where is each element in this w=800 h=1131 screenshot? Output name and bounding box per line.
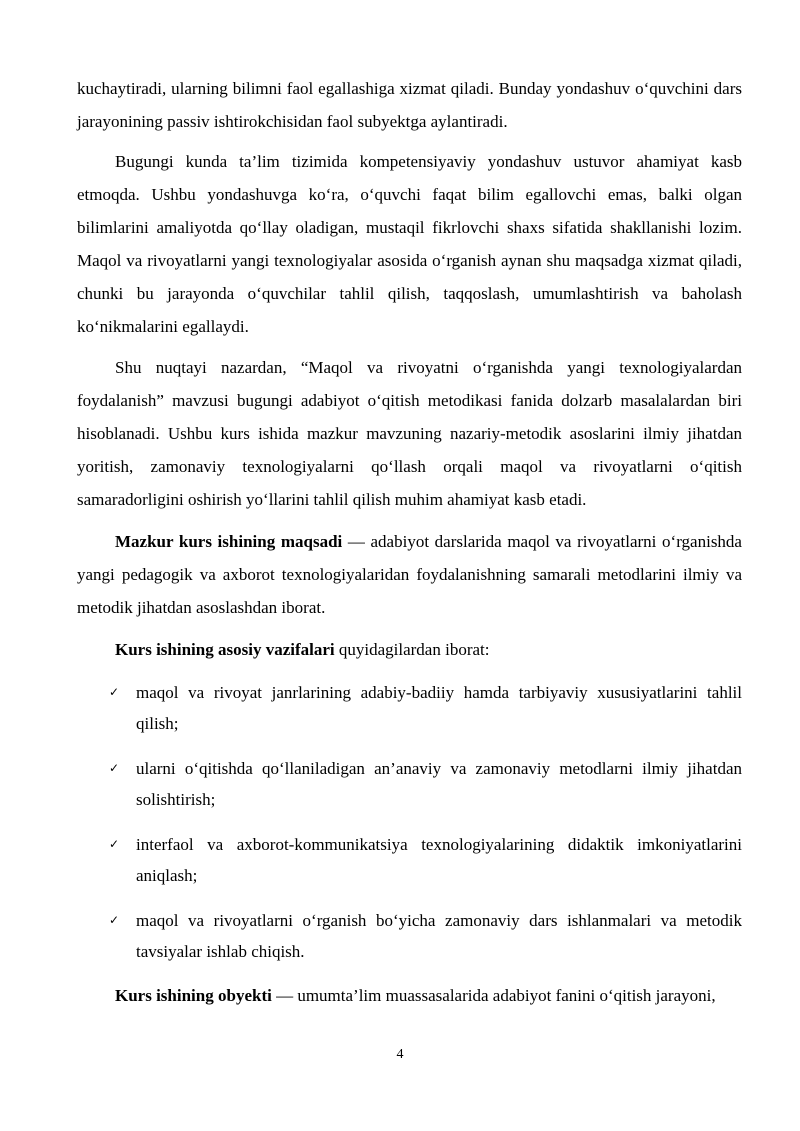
list-item-text: maqol va rivoyat janrlarining adabiy-badiiy hamda tarbiyaviy xususiyatlarini tahlil qilish; bbox=[136, 683, 742, 733]
checkmark-icon: ✓ bbox=[109, 685, 120, 699]
object-text: — umumta’lim muassasalarida adabiyot fanini o‘qitish jarayoni, bbox=[271, 986, 716, 1005]
paragraph-topic-relevance: Shu nuqtayi nazardan, “Maqol va rivoyatni o‘rganishda yangi texnologiyalardan foydalanish” mavzusi bugungi adabiyot o‘qitish metodikasi fanida dolzarb masalalardan biri hisoblanadi. Ushbu kurs ishida mazkur mavzuning nazariy-metodik asoslarini ilmiy jihatdan yoritish, zamonaviy texnologiyalarni qo‘llash orqali maqol va rivoyatlarni o‘qitish samaradorligini oshirish yo‘llarini tahlil qilish muhim ahamiyat kasb etadi. bbox=[77, 358, 742, 509]
list-item-text: ularni o‘qitishda qo‘llaniladigan an’anaviy va zamonaviy metodlarni ilmiy jihatdan solishtirish; bbox=[136, 759, 742, 809]
checkmark-icon: ✓ bbox=[109, 761, 120, 775]
tasks-heading: Kurs ishining asosiy vazifalari bbox=[115, 640, 335, 659]
list-item bbox=[109, 905, 742, 967]
tasks-intro-text: quyidagilardan iborat: bbox=[334, 640, 490, 659]
paragraph-competency-approach: Bugungi kunda ta’lim tizimida kompetensiyaviy yondashuv ustuvor ahamiyat kasb etmoqda. Ushbu yondashuvga ko‘ra, o‘quvchi faqat bilim egallovchi emas, balki olgan bilimlarini amaliyotda qo‘llay oladigan, mustaqil fikrlovchi shaxs sifatida shakllanishi lozim. Maqol va rivoyatlarni yangi texnologiyalar asosida o‘rganish aynan shu maqsadga xizmat qiladi, chunki bu jarayonda o‘quvchilar tahlil qilish, taqqoslash, umumlashtirish va baholash ko‘nikmalarini egallaydi. bbox=[77, 152, 742, 336]
goal-text: — adabiyot darslarida maqol va rivoyatlarni o‘rganishda yangi pedagogik va axborot texnologiyalaridan foydalanishning samarali metodlarini ilmiy va metodik jihatdan asoslashdan iborat. bbox=[77, 532, 742, 617]
paragraph-goal bbox=[77, 525, 742, 624]
paragraph-object bbox=[77, 979, 742, 1012]
list-item bbox=[109, 829, 742, 891]
list-item bbox=[109, 677, 742, 739]
checkmark-icon: ✓ bbox=[109, 837, 120, 851]
list-item-text: interfaol va axborot-kommunikatsiya texnologiyalarining didaktik imkoniyatlarini aniqlash; bbox=[136, 835, 742, 885]
paragraph-tasks-intro bbox=[77, 633, 742, 666]
paragraph-continuation: kuchaytiradi, ularning bilimni faol egallashiga xizmat qiladi. Bunday yondashuv o‘quvchini dars jarayonining passiv ishtirokchisidan faol subyektga aylantiradi. bbox=[77, 79, 742, 131]
object-heading: Kurs ishining obyekti bbox=[115, 986, 272, 1005]
checkmark-icon: ✓ bbox=[109, 913, 120, 927]
list-item bbox=[109, 753, 742, 815]
list-item-text: maqol va rivoyatlarni o‘rganish bo‘yicha zamonaviy dars ishlanmalari va metodik tavsiyalar ishlab chiqish. bbox=[136, 911, 742, 961]
goal-heading: Mazkur kurs ishining maqsadi bbox=[115, 532, 343, 551]
page-number: 4 bbox=[396, 1047, 404, 1062]
